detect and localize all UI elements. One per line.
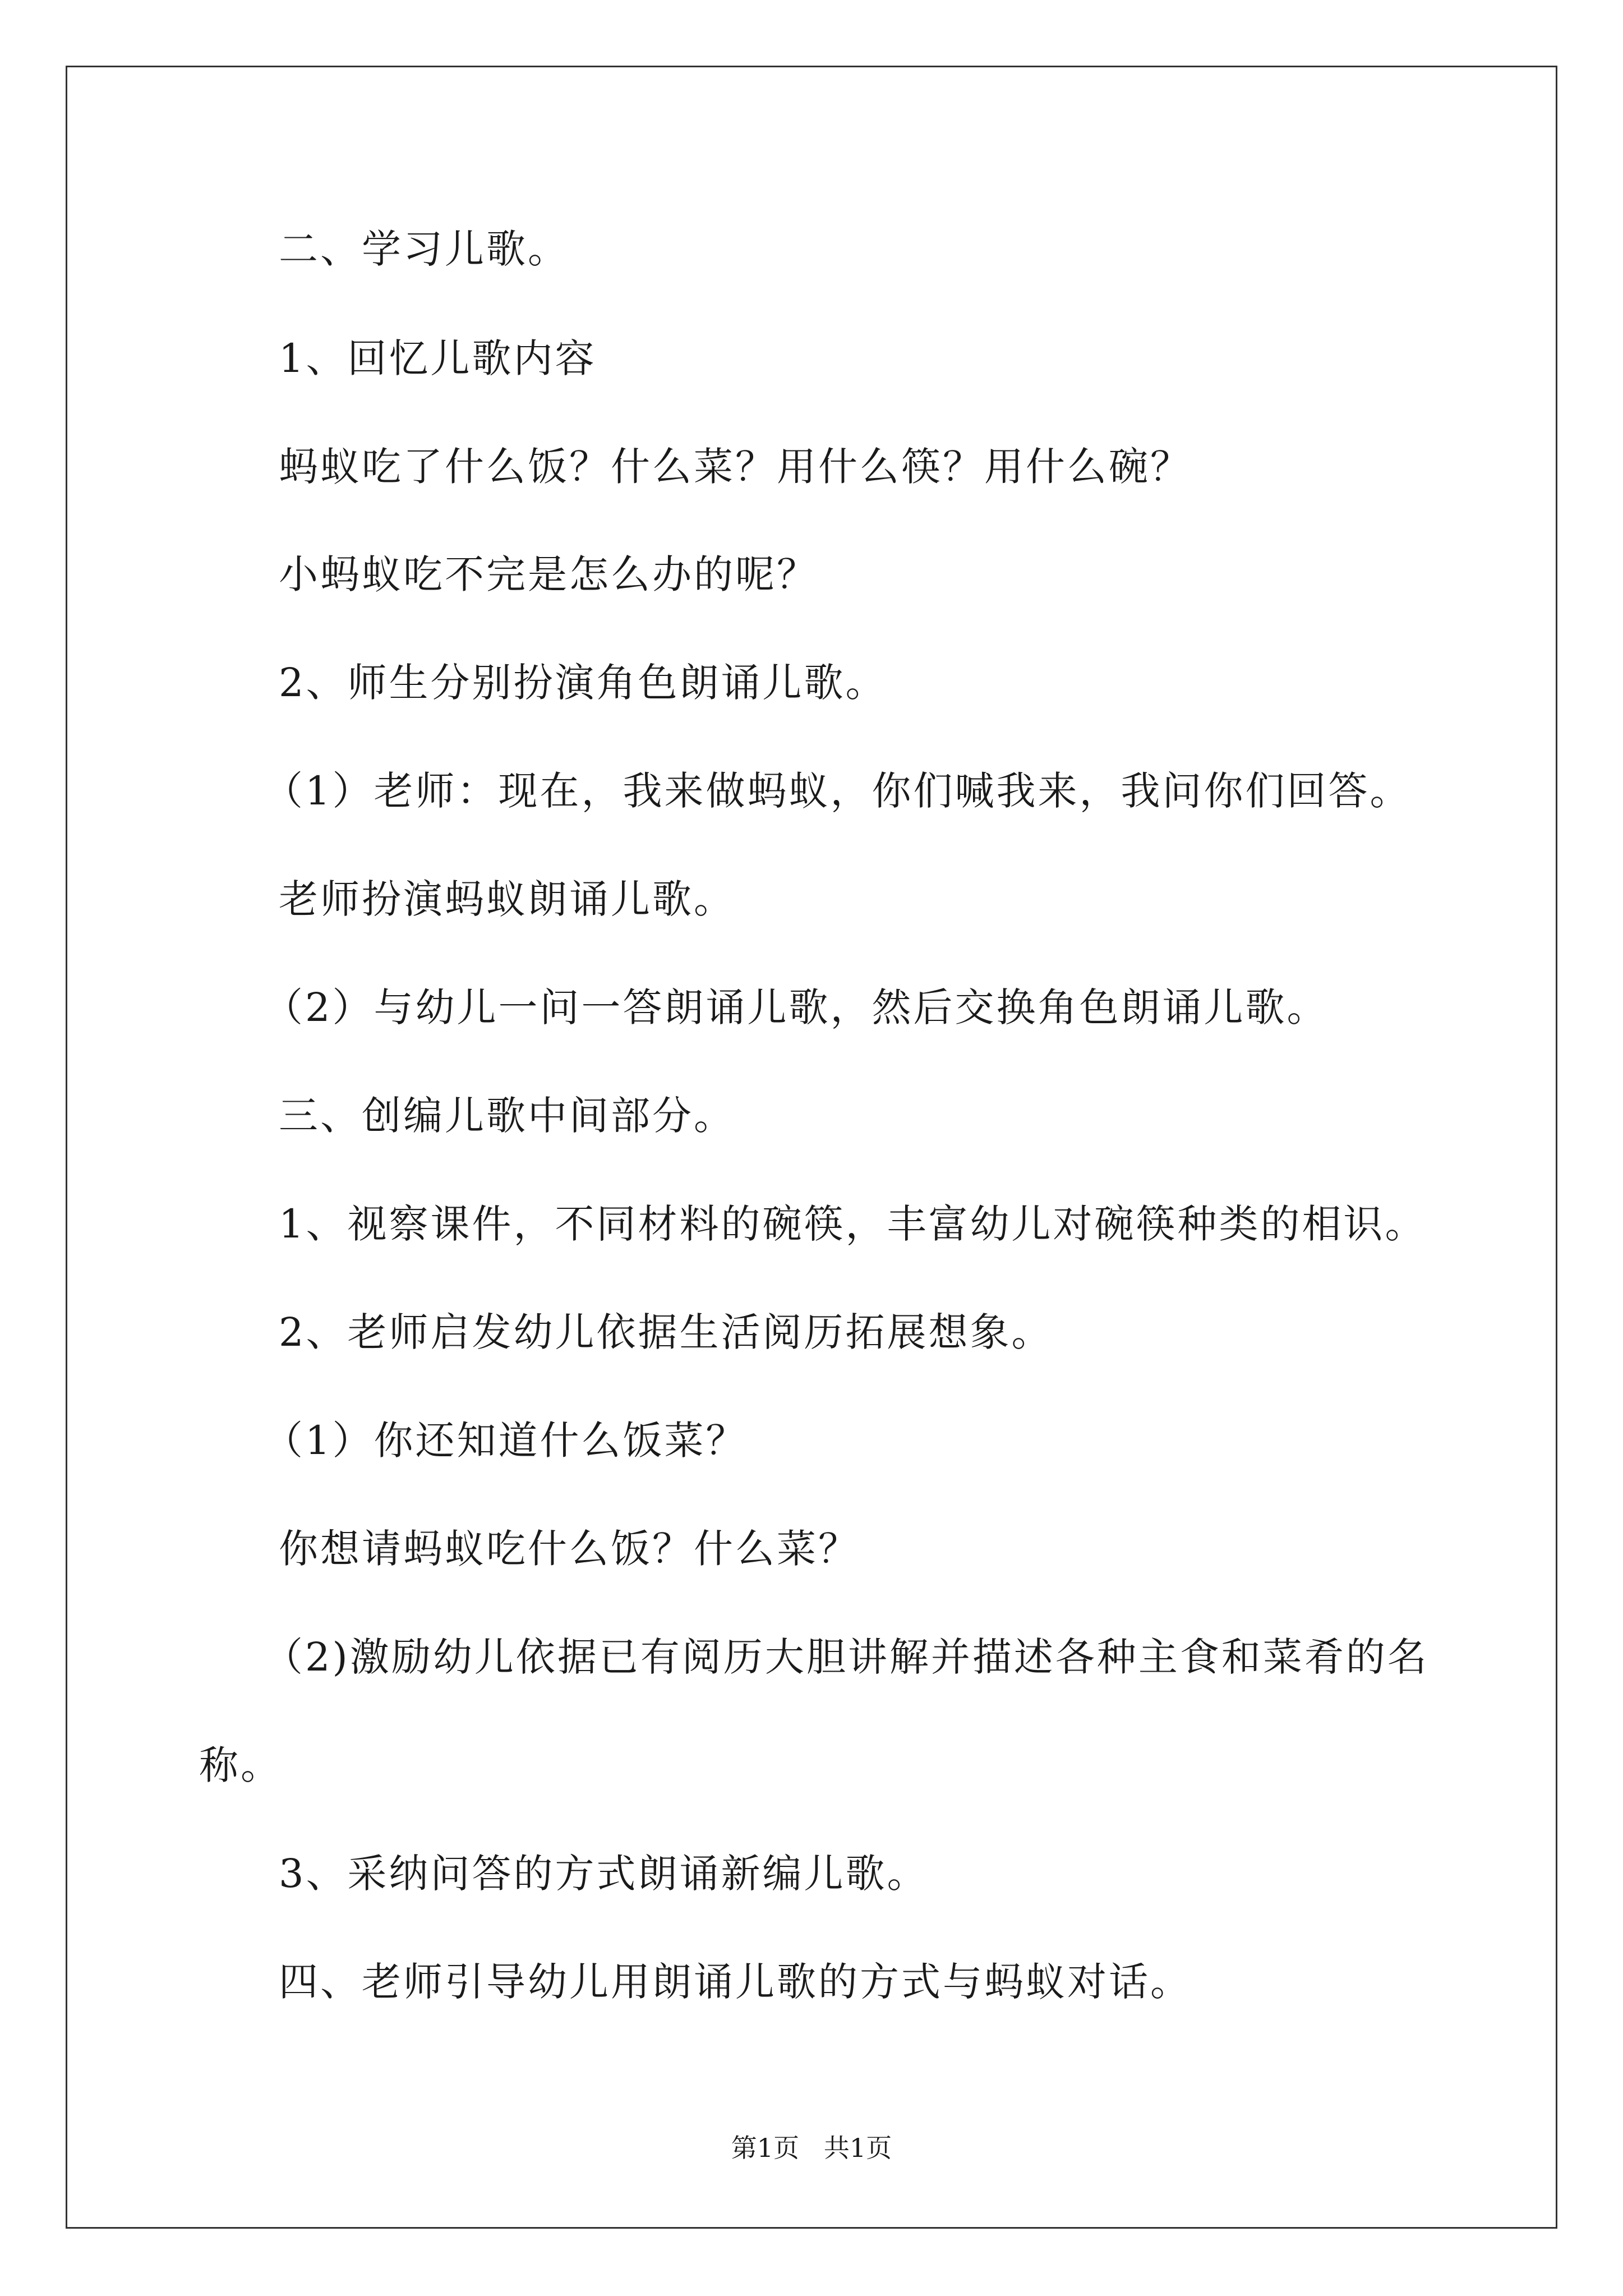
substep-teacher-ant: （1）老师：现在，我来做蚂蚁，你们喊我来，我问你们回答。 (264, 768, 1412, 814)
heading-learn-song: 二、学习儿歌。 (279, 226, 569, 272)
step-teacher-inspire: 2、老师启发幼儿依据生活阅历拓展想象。 (279, 1309, 1053, 1355)
substep-encourage-describe: （2)激励幼儿依据已有阅历大胆讲解并描述各种主食和菜肴的名 (264, 1634, 1429, 1680)
page-number-footer: 第1页 共1页 (731, 2133, 892, 2163)
substep-encourage-describe-cont: 称。 (199, 1742, 282, 1788)
question-line-2: 小蚂蚁吃不完是怎么办的呢？ (279, 551, 818, 597)
heading-create-middle: 三、创编儿歌中间部分。 (279, 1093, 735, 1139)
teacher-recite-line: 老师扮演蚂蚁朗诵儿歌。 (279, 876, 735, 922)
heading-dialogue-ant: 四、老师引导幼儿用朗诵儿歌的方式与蚂蚁对话。 (279, 1959, 1192, 2005)
substep-qa-recite: （2）与幼儿一问一答朗诵儿歌，然后交换角色朗诵儿歌。 (264, 984, 1329, 1030)
step-view-courseware: 1、视察课件，不同材料的碗筷，丰富幼儿对碗筷种类的相识。 (279, 1201, 1427, 1247)
page-border (66, 66, 1557, 2229)
substep-know-dishes: （1）你还知道什么饭菜？ (264, 1418, 748, 1464)
step-qa-new-song: 3、采纳问答的方式朗诵新编儿歌。 (279, 1851, 929, 1897)
step-role-play: 2、师生分别扮演角色朗诵儿歌。 (279, 660, 887, 706)
step-recall-content: 1、回忆儿歌内容 (279, 335, 597, 381)
question-invite-ant: 你想请蚂蚁吃什么饭？什么菜？ (279, 1526, 860, 1572)
question-line-1: 蚂蚁吃了什么饭？什么菜？用什么筷？用什么碗？ (279, 444, 1192, 490)
